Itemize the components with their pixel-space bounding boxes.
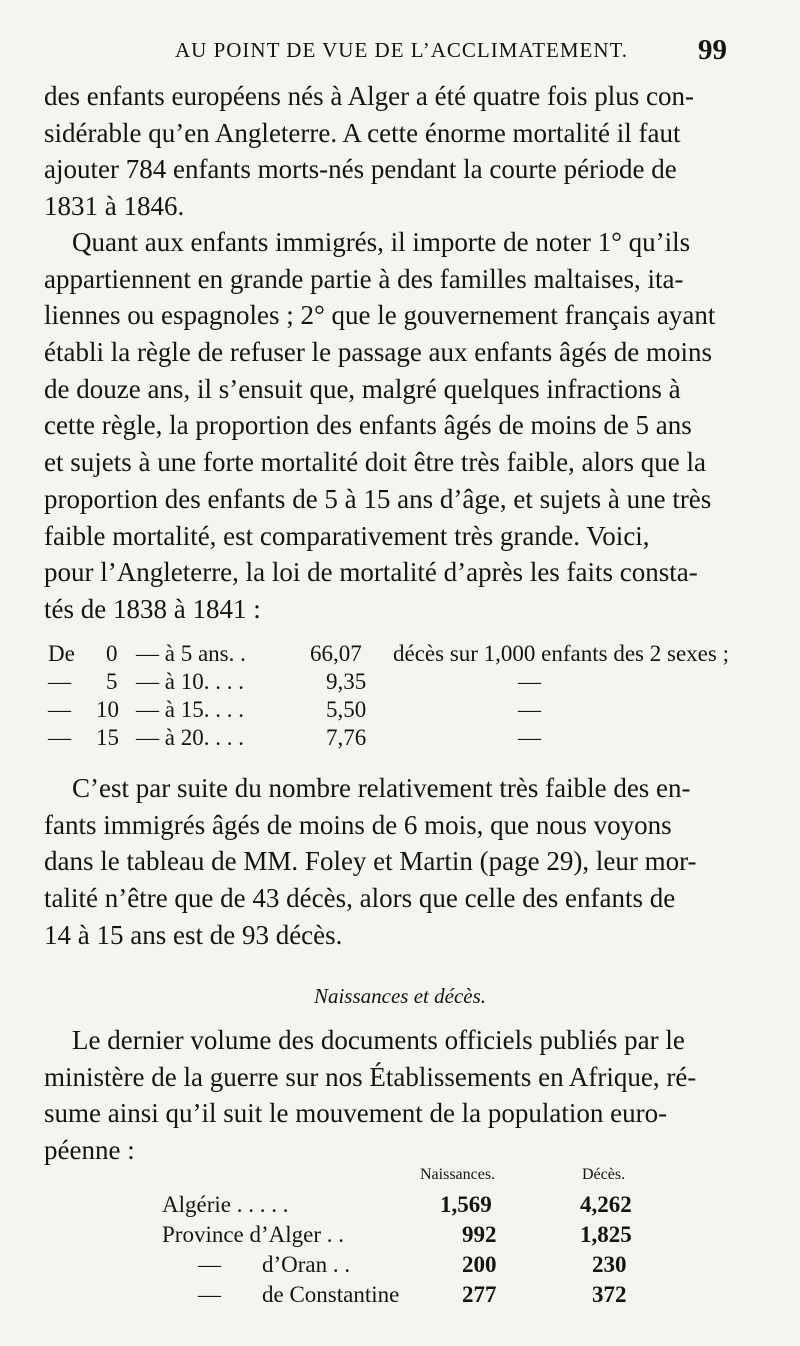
text-line: et sujets à une forte mortalité doit être très faible, alors que la (44, 447, 707, 478)
rate-note: décès sur 1,000 enfants des 2 sexes ; (393, 641, 729, 666)
rate-note: — (518, 669, 541, 694)
deaths-value: 372 (592, 1282, 627, 1307)
running-title: AU POINT DE VUE DE L’ACCLIMATEMENT. (175, 38, 629, 62)
rate-note: — (518, 725, 541, 750)
text-line: dans le tableau de MM. Foley et Martin (page 29), leur mor- (44, 846, 697, 877)
text-line: fants immigrés âgés de moins de 6 mois, que nous voyons (44, 809, 672, 840)
table-row (0, 1222, 800, 1252)
age-to: — à 15. . . . (136, 697, 244, 722)
table-row (0, 1282, 800, 1312)
births-column-header: Naissances. (420, 1166, 496, 1183)
text-line: liennes ou espagnoles ; 2° que le gouvernement français ayant (44, 300, 716, 331)
table-row (48, 640, 756, 668)
age-from: 15 (96, 725, 119, 750)
births-value: 992 (462, 1222, 497, 1247)
text-line: sidérable qu’en Angleterre. A cette énorme mortalité il faut (44, 117, 681, 148)
section-subheading: Naissances et décès. (313, 984, 487, 1008)
region-label: Algérie . . . . . (162, 1192, 289, 1217)
rate-value: 7,76 (326, 725, 367, 750)
text-line: ministère de la guerre sur nos Établissements en Afrique, ré- (44, 1061, 697, 1092)
text-line: de douze ans, il s’ensuit que, malgré quelques infractions à (44, 373, 681, 404)
table-row (0, 1192, 800, 1222)
text-line: proportion des enfants de 5 à 15 ans d’âge, et sujets à une très (44, 483, 712, 514)
paragraph-3 (44, 770, 750, 953)
rate-note: — (518, 697, 541, 722)
text-line: des enfants européens nés à Alger a été quatre fois plus con- (44, 81, 695, 111)
text-line: Le dernier volume des documents officiels publiés par le (72, 1025, 685, 1055)
births-value: 200 (462, 1252, 497, 1277)
row-prefix: — (48, 725, 71, 750)
age-to: — à 10. . . . (136, 669, 244, 694)
row-dash: — (198, 1252, 221, 1277)
deaths-column-header: Décès. (582, 1166, 626, 1183)
table-header (0, 1166, 800, 1192)
table-row (48, 668, 756, 696)
text-line: tés de 1838 à 1841 : (44, 593, 261, 624)
text-line: cette règle, la proportion des enfants âgés de moins de 5 ans (44, 410, 692, 441)
age-from: 10 (96, 697, 119, 722)
region-label: Province d’Alger . . (162, 1222, 345, 1247)
page-number: 99 (698, 34, 727, 66)
text-line: ajouter 784 enfants morts-nés pendant la courte période de (44, 154, 677, 185)
text-line: talité n’être que de 43 décès, alors que celle des enfants de (44, 883, 676, 914)
rate-value: 5,50 (326, 697, 367, 722)
text-line: 1831 à 1846. (44, 191, 185, 222)
paragraph-2 (44, 224, 750, 628)
page-header (0, 34, 800, 74)
table-row (0, 1252, 800, 1282)
text-line: pour l’Angleterre, la loi de mortalité d’après les faits consta- (44, 557, 698, 588)
mortality-table (48, 640, 756, 752)
age-to: — à 20. . . . (136, 725, 244, 750)
age-from: 5 (106, 669, 118, 694)
row-dash: — (198, 1282, 221, 1307)
table-row (48, 724, 756, 752)
births-value: 1,569 (440, 1192, 492, 1217)
region-label: de Constantine (262, 1282, 400, 1307)
age-to: — à 5 ans. . (136, 641, 246, 666)
rate-value: 66,07 (310, 641, 362, 666)
table-row (48, 696, 756, 724)
text-line: péenne : (44, 1135, 135, 1166)
deaths-value: 1,825 (580, 1222, 632, 1247)
row-prefix: — (48, 697, 71, 722)
text-line: sume ainsi qu’il suit le mouvement de la population euro- (44, 1098, 668, 1129)
deaths-value: 230 (592, 1252, 627, 1277)
text-line: C’est par suite du nombre relativement très faible des en- (72, 773, 691, 803)
row-prefix: — (48, 669, 71, 694)
text-line: 14 à 15 ans est de 93 décès. (44, 919, 343, 950)
text-line: faible mortalité, est comparativement très grande. Voici, (44, 520, 650, 551)
deaths-value: 4,262 (580, 1192, 632, 1217)
text-line: appartiennent en grande partie à des familles maltaises, ita- (44, 263, 684, 294)
births-value: 277 (462, 1282, 497, 1307)
paragraph-1 (44, 78, 750, 225)
paragraph-4 (44, 1022, 750, 1169)
text-line: Quant aux enfants immigrés, il importe de noter 1° qu’ils (72, 227, 691, 257)
rate-value: 9,35 (326, 669, 367, 694)
text-line: établi la règle de refuser le passage aux enfants âgés de moins (44, 337, 712, 368)
row-prefix: De (48, 641, 75, 666)
population-table (0, 1166, 800, 1312)
region-label: d’Oran . . (262, 1252, 351, 1277)
age-from: 0 (106, 641, 118, 666)
